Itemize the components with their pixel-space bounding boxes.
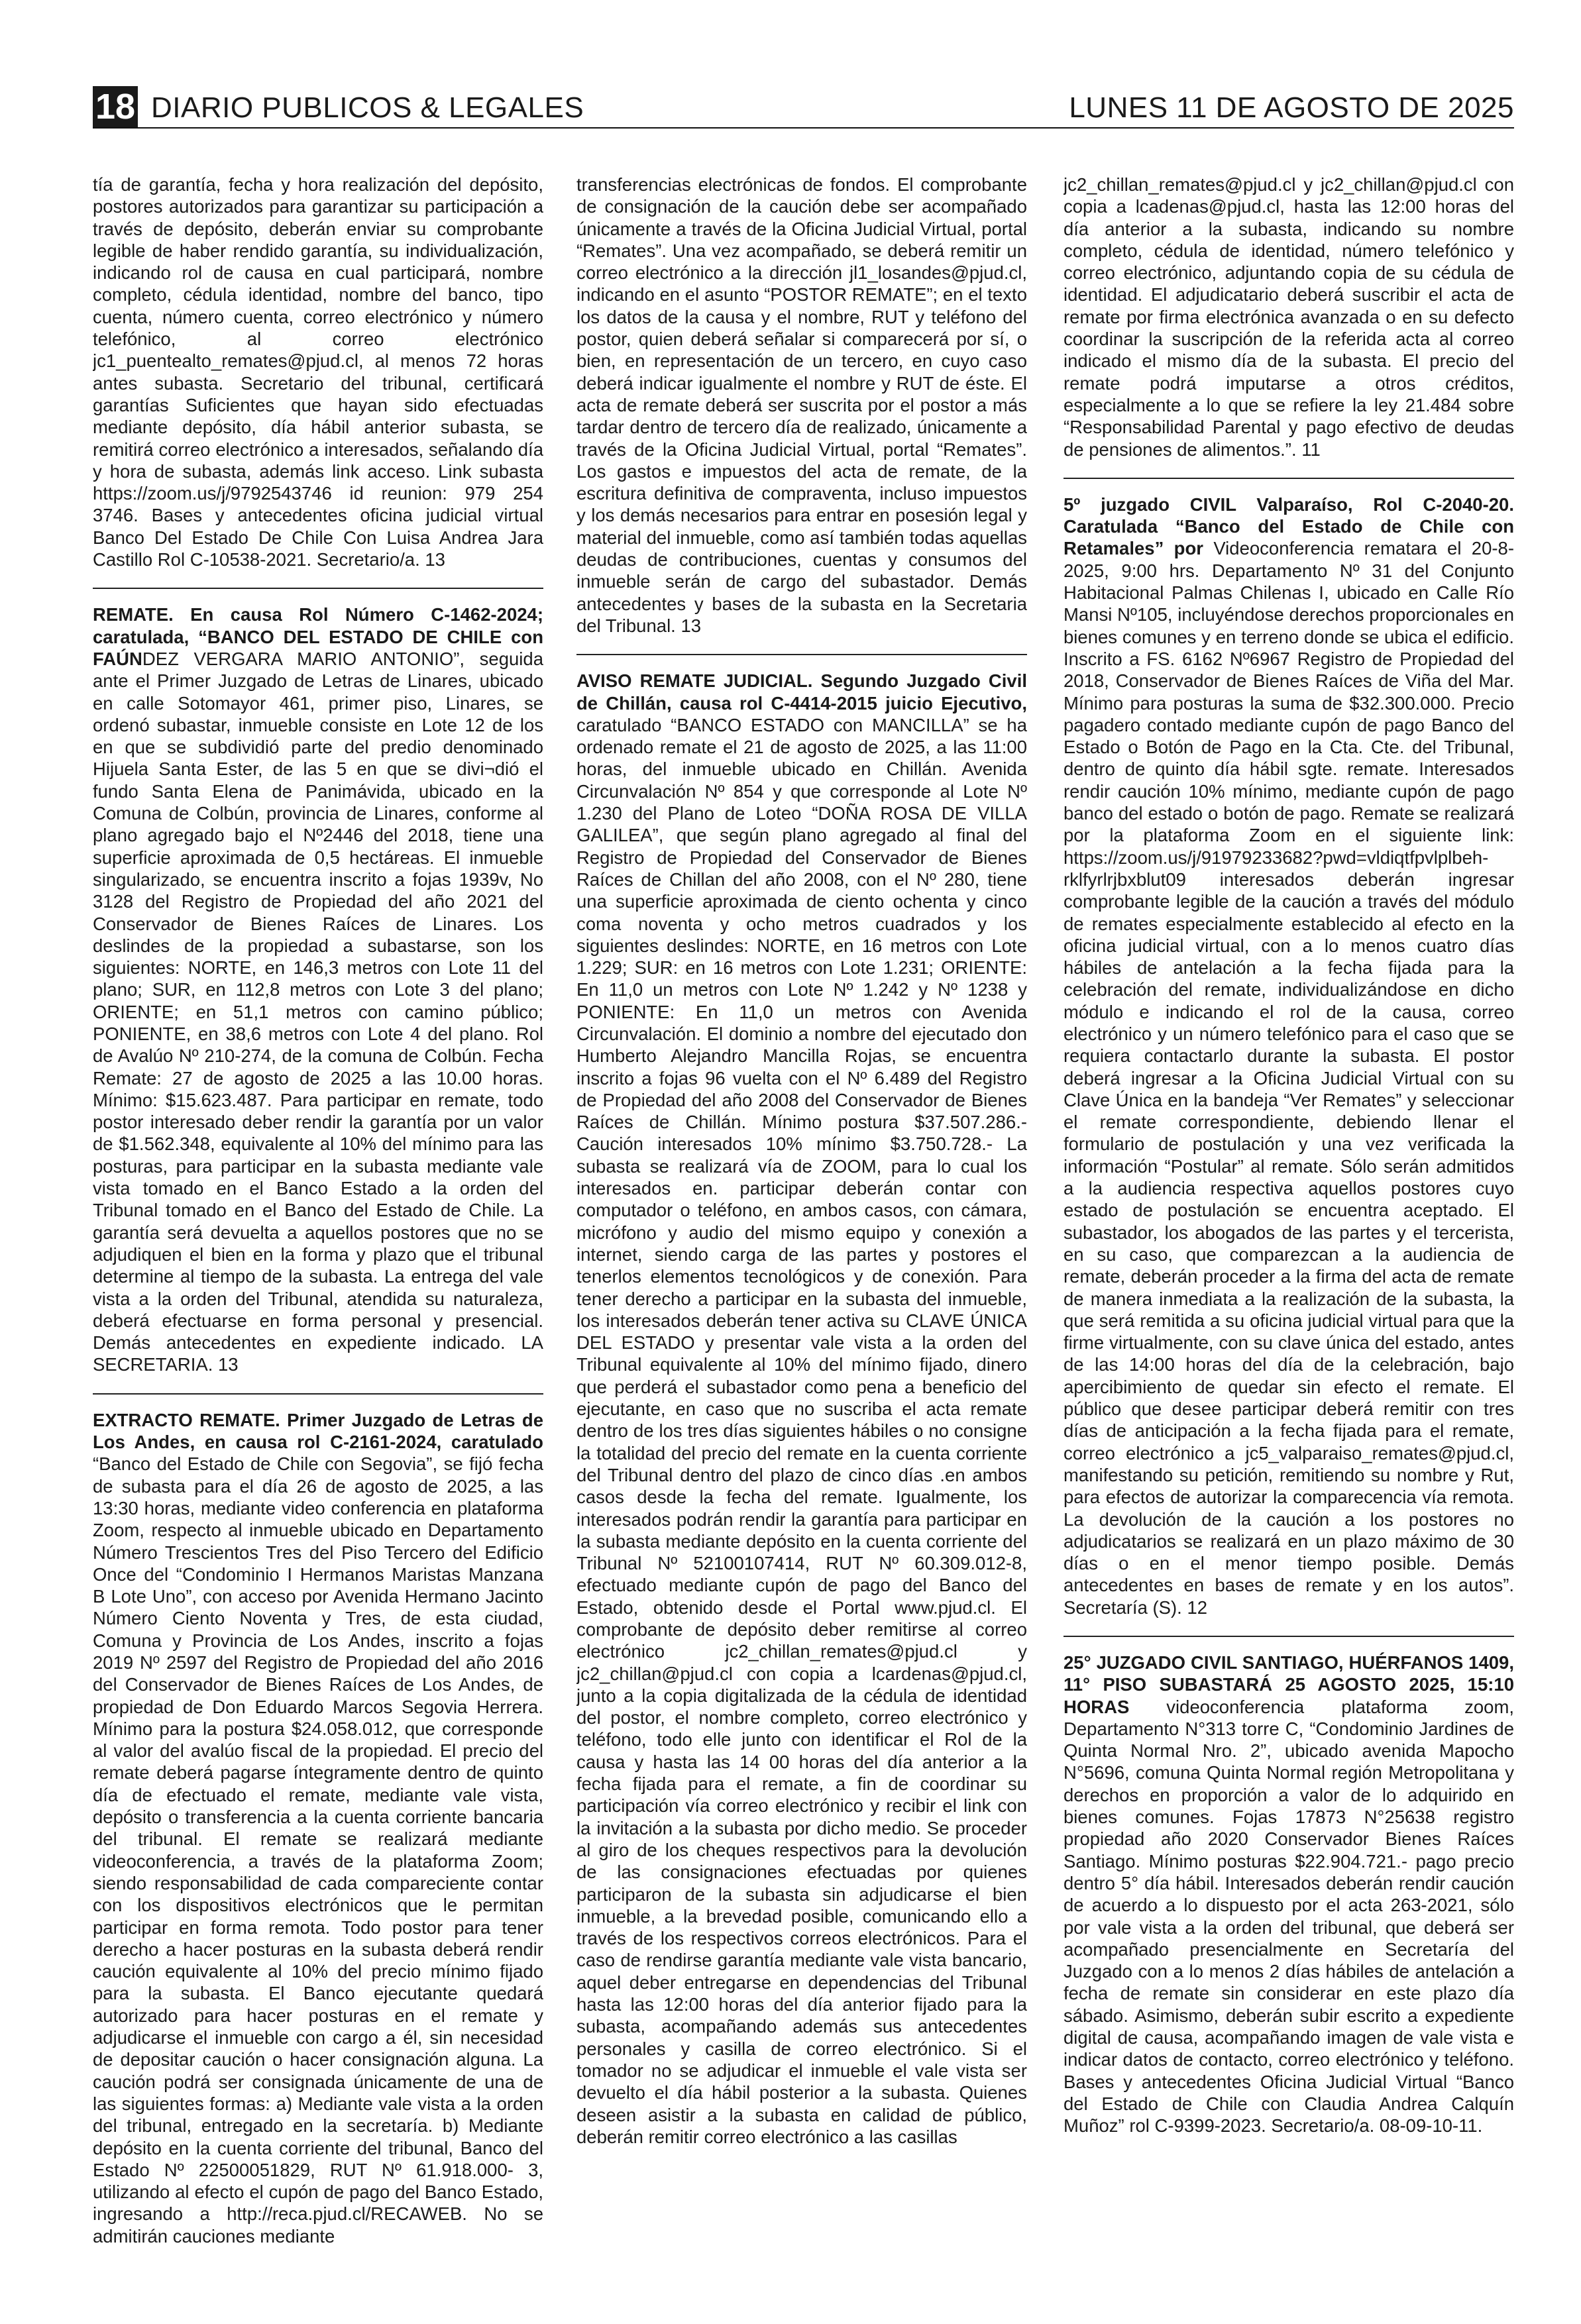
notice-body: tía de garantía, fecha y hora realización del depósito, postores autorizados para garantizar su participación a través de depósito, deberán enviar su comprobante legible de haber rendido garantía, su individualización, indicando rol de causa en cual participará, nombre completo, cédula identidad, nombre del banco, tipo cuenta, número cuenta, correo electrónico y número telefónico, al correo electrónico jc1_puentealto_remates@pjud.cl, al menos 72 horas antes subasta. Secretario del tribunal, certificará garantías Suficientes que hayan sido efectuadas mediante depósito, día hábil anterior subasta, se remitirá correo electrónico a interesados, señalando día y hora de subasta, además link acceso. Link subasta https://zoom.us/j/9792543746 id reunion: 979 254 3746. Bases y antecedentes oficina judicial virtual Banco Del Estado De Chile Con Luisa Andrea Jara Castillo Rol C-10538-2021. Secretario/a. 13 xyxy=(93,174,543,570)
notice-aviso-chillan xyxy=(576,654,1027,2148)
notice-santiago xyxy=(1063,1636,1514,2137)
notice-body: jc2_chillan_remates@pjud.cl y jc2_chillan@pjud.cl con copia a lcadenas@pjud.cl, hasta las 12:00 horas del día anterior a la subasta, indicando su nombre completo, cédula de identidad, número telefónico y correo electrónico, adjuntando copia de su cédula de identidad. El adjudicatario deberá suscribir el acta de remate por firma electrónica avanzada o en su defecto coordinar la suscripción de la referida acta al correo indicado el mismo día de la subasta. El precio del remate podrá imputarse a otros créditos, especialmente a lo que se refiere la ley 21.484 sobre “Responsabilidad Parental y pago efectivo de deudas de pensiones de alimentos.”. 11 xyxy=(1063,174,1514,460)
notice-text xyxy=(93,604,543,1375)
notice-text xyxy=(93,174,543,570)
column-1 xyxy=(93,174,543,2267)
issue-date: LUNES 11 DE AGOSTO DE 2025 xyxy=(1069,91,1514,124)
notice-body: Videoconferencia rematara el 20-8-2025, 9:00 hrs. Departamento Nº 31 del Conjunto Habitacional Palmas Chilenas I, ubicado en Calle Río Mansi Nº105, incluyéndose derechos proporcionales en bienes comunes y en terreno donde se ubica el edificio. Inscrito a FS. 6162 Nº6967 Registro de Propiedad del 2018, Conservador de Bienes Raíces de Viña del Mar. Mínimo para posturas la suma de $32.300.000. Precio pagadero contado mediante cupón de pago Banco del Estado o Botón de Pago en la Cta. Cte. del Tribunal, dentro de quinto día hábil sgte. remate. Interesados rendir caución 10% mínimo, mediante cupón de pago banco del estado o botón de pago. Remate se realizará por la plataforma Zoom en el siguiente link: https://zoom.us/j/91979233682?pwd=vldiqtfpvlplbeh-rklfyrlrjbxblut09 interesados deberán ingresar comprobante legible de la caución a través del módulo de remates especialmente establecido al efecto en la oficina judicial virtual, con a lo menos cuatro días hábiles de antelación a la fecha fijada para la celebración del remate, individualizándose en dicho módulo e indicando el rol de la causa, correo electrónico y un número telefónico para el caso que se requiera contactarlo durante la subasta. El postor deberá ingresar a la Oficina Judicial Virtual con su Clave Única en la bandeja “Ver Remates” y seleccionar el remate correspondiente, debiendo llenar el formulario de postulación y una vez verificada la información “Postular” al remate. Sólo serán admitidos a la audiencia respectiva aquellos postores cuyo estado de postulación se encuentra aceptado. El subastador, los abogados de las partes y el tercerista, en su caso, que comparezcan a la audiencia de remate, deberán proceder a la firma del acta de remate de manera inmediata a la realización de la subasta, la que será remitida a su oficina judicial virtual para que la firme virtualmente, con su clave única del estado, antes de las 14:00 horas del día de la celebración, bajo apercibimiento de quedar sin efecto el remate. El público que desee participar deberá remitir con tres días de anticipación a la fecha fijada para el remate, correo electrónico a jc5_valparaiso_remates@pjud.cl, manifestando su petición, remitiendo su nombre y Rut, para efectos de autorizar la comparecencia vía remota. La devolución de la caución a los postores no adjudicatarios se realizará en un plazo máximo de 30 días o en el menor tiempo posible. Demás antecedentes en bases de remate y en los autos”. Secretaría (S). 12 xyxy=(1063,538,1514,1618)
notice-remate-linares xyxy=(93,588,543,1375)
notice-continued-puente-alto xyxy=(93,174,543,570)
column-3 xyxy=(1063,174,1514,2267)
notice-heading: EXTRACTO REMATE. Primer Juzgado de Letras de Los Andes, en causa rol C-2161-2024, caratulado xyxy=(93,1409,543,1453)
notice-text xyxy=(576,670,1027,2148)
notice-continued-chillan xyxy=(1063,174,1514,460)
notice-body: transferencias electrónicas de fondos. El comprobante de consignación de la caución debe ser acompañado únicamente a través de la Oficina Judicial Virtual, portal “Remates”. Una vez acompañado, se deberá remitir un correo electrónico a la dirección jl1_losandes@pjud.cl, indicando en el asunto “POSTOR REMATE”; en el texto los datos de la causa y el nombre, RUT y teléfono del postor, quien deberá señalar si comparecerá por sí, o bien, en representación de un tercero, en cuyo caso deberá indicar igualmente el nombre y RUT de éste. El acta de remate deberá ser suscrita por el postor a más tardar dentro de tercero día de realizado, únicamente a través de la Oficina Judicial Virtual, portal “Remates”. Los gastos e impuestos del acta de remate, de la escritura definitiva de compraventa, incluso impuestos y los demás necesarios para entrar en posesión legal y material del inmueble, como así también todas aquellas deudas de contribuciones, cuentas y consumos del inmueble serán de cargo del subastador. Demás antecedentes y bases de la subasta en la Secretaria del Tribunal. 13 xyxy=(576,174,1027,636)
page-header xyxy=(93,86,1514,129)
notice-text xyxy=(1063,1652,1514,2137)
newspaper-name: DIARIO PUBLICOS & LEGALES xyxy=(151,91,584,124)
notice-text xyxy=(1063,494,1514,1618)
notice-heading: 25° JUZGADO CIVIL SANTIAGO, HUÉRFANOS 1409, 11° PISO SUBASTARÁ 25 AGOSTO 2025, 15:10 HORAS xyxy=(1063,1652,1514,1717)
notice-text xyxy=(576,174,1027,637)
page-number: 18 xyxy=(93,86,138,127)
notice-body: caratulado “BANCO ESTADO con MANCILLA” se ha ordenado remate el 21 de agosto de 2025, a las 11:00 horas, del inmueble ubicado en Chillán. Avenida Circunvalación Nº 854 y que corresponde al Lote Nº 1.230 del Plano de Loteo “DOÑA ROSA DE VILLA GALILEA”, que según plano agregado al final del Registro de Propiedad del Conservador de Bienes Raíces de Chillan del año 2008, con el Nº 280, tiene una superficie aproximada de ciento ochenta y cinco coma noventa y ocho metros cuadrados y los siguientes deslindes: NORTE, en 16 metros con Lote 1.229; SUR: en 16 metros con Lote 1.231; ORIENTE: En 11,0 un metros con Lote Nº 1.242 y Nº 1238 y PONIENTE: En 11,0 un metros con Avenida Circunvalación. El dominio a nombre del ejecutado don Humberto Alejandro Mancilla Rojas, se encuentra inscrito a fojas 96 vuelta con el Nº 6.489 del Registro de Propiedad del año 2008 del Conservador de Bienes Raíces de Chillán. Mínimo postura $37.507.286.- Caución interesados 10% mínimo $3.750.728.- La subasta se realizará vía de ZOOM, para lo cual los interesados en. participar deberán contar con computador o teléfono, en ambos casos, con cámara, micrófono y audio del mismo equipo y conexión a internet, siendo carga de las partes y postores el tenerlos elementos tecnológicos y de conexión. Para tener derecho a participar en la subasta del inmueble, los interesados deberán tener activa su CLAVE ÚNICA DEL ESTADO y presentar vale vista a la orden del Tribunal equivalente al 10% del mínimo fijado, dinero que perderá el subastador como pena a beneficio del ejecutante, en caso que no suscriba el acta remate dentro de los tres días siguientes hábiles o no consigne la totalidad del precio del remate en la cuenta corriente del Tribunal dentro del plazo de cinco días .en ambos casos desde la fecha del remate. Igualmente, los interesados podrán rendir la garantía para participar en la subasta mediante depósito en la cuenta corriente del Tribunal Nº 52100107414, RUT Nº 60.309.012-8, efectuado mediante cupón de pago del Banco del Estado, obtenido desde el Portal www.pjud.cl. El comprobante de depósito deber remitirse al correo electrónico jc2_chillan_remates@pjud.cl y jc2_chillan@pjud.cl con copia a lcardenas@pjud.cl, junto a la copia digitalizada de la cédula de identidad del postor, el nombre completo, correo electrónico y teléfono, todo elle junto con identificar el Rol de la causa y hasta las 14 00 horas del día anterior a la fecha fijada para el remate, a fin de coordinar su participación vía correo electrónico y recibir el link con la invitación a la subasta por dicho medio. Se proceder al giro de los cheques respectivos para la devolución de las consignaciones efectuadas por quienes participaron de la subasta sin adjudicarse el bien inmueble, a la brevedad posible, comunicando ello a través de los respectivos correos electrónicos. Para el caso de rendirse garantía mediante vale vista bancario, aquel deber entregarse en dependencias del Tribunal hasta las 12:00 horas del día anterior fijado para la subasta, acompañando además sus antecedentes personales y casilla de correo electrónico. Si el tomador no se adjudicar el inmueble el vale vista ser devuelto el día hábil posterior a la subasta. Quienes deseen asistir a la subasta en calidad de público, deberán remitir correo electrónico a las casillas xyxy=(576,714,1027,2147)
notice-valparaiso xyxy=(1063,478,1514,1618)
notice-extracto-los-andes xyxy=(93,1393,543,2247)
notice-heading: REMATE. En causa Rol Número C-1462-2024; caratulada, “BANCO DEL ESTADO DE CHILE con FAÚN xyxy=(93,604,543,669)
notice-text xyxy=(1063,174,1514,460)
notice-body: “Banco del Estado de Chile con Segovia”, se fijó fecha de subasta para el día 26 de agosto de 2025, a las 13:30 horas, mediante video conferencia en plataforma Zoom, respecto al inmueble ubicado en Departamento Número Trescientos Tres del Piso Tercero del Edificio Once del “Condominio I Hermanos Maristas Manzana B Lote Uno”, con acceso por Avenida Hermano Jacinto Número Ciento Noventa y Tres, de esta ciudad, Comuna y Provincia de Los Andes, inscrito a fojas 2019 Nº 2597 del Registro de Propiedad del año 2016 del Conservador de Bienes Raíces de Los Andes, de propiedad de Don Eduardo Marcos Segovia Herrera. Mínimo para la postura $24.058.012, que corresponde al valor del avalúo fiscal de la propiedad. El precio del remate deberá pagarse íntegramente dentro de quinto día de efectuado el remate, mediante vale vista, depósito o transferencia a la cuenta corriente bancaria del tribunal. El remate se realizará mediante videoconferencia, a través de la plataforma Zoom; siendo responsabilidad de cada compareciente contar con los dispositivos electrónicos que le permitan participar en forma remota. Todo postor para tener derecho a hacer posturas en la subasta deberá rendir caución equivalente al 10% del precio mínimo fijado para la subasta. El Banco ejecutante quedará autorizado para hacer posturas en el remate y adjudicarse el inmueble con cargo a él, sin necesidad de depositar caución o hacer consignación alguna. La caución podrá ser consignada únicamente de una de las siguientes formas: a) Mediante vale vista a la orden del tribunal, entregado en la secretaría. b) Mediante depósito en la cuenta corriente del tribunal, Banco del Estado Nº 22500051829, RUT Nº 61.918.000- 3, utilizando al efecto el cupón de pago del Banco Estado, ingresando a http://reca.pjud.cl/RECAWEB. No se admitirán cauciones mediante xyxy=(93,1453,543,2246)
notice-body: videoconferencia plataforma zoom, Departamento N°313 torre C, “Condominio Jardines de Quinta Normal Nro. 2”, ubicado avenida Mapocho N°5696, comuna Quinta Normal región Metropolitana y derechos en proporción a valor de lo adquirido en bienes comunes. Fojas 17873 N°25638 registro propiedad año 2020 Conservador Bienes Raíces Santiago. Mínimo posturas $22.904.721.- pago precio dentro 5° día hábil. Interesados deberán rendir caución de acuerdo a lo dispuesto por el acta 263-2021, sólo por vale vista a la orden del tribunal, que deberá ser acompañado presencialmente en Secretaría del Juzgado con a lo menos 2 días hábiles de antelación a fecha de remate sin considerar en este plazo día sábado. Asimismo, deberán subir escrito a expediente digital de causa, acompañando imagen de vale vista e indicar datos de contacto, correo electrónico y teléfono. Bases y antecedentes Oficina Judicial Virtual “Banco del Estado de Chile con Claudia Andrea Calquín Muñoz” rol C-9399-2023. Secretario/a. 08-09-10-11. xyxy=(1063,1696,1514,2137)
notice-continued-los-andes xyxy=(576,174,1027,637)
notice-body: DEZ VERGARA MARIO ANTONIO”, seguida ante el Primer Juzgado de Letras de Linares, ubicado en calle Sotomayor 461, primer piso, Linares, se ordenó subastar, inmueble consiste en Lote 12 de los en que se subdividió parte del predio denominado Hijuela Santa Ester, de las 5 en que se divi¬dió el fundo Santa Elena de Panimávida, ubicado en la Comuna de Colbún, provincia de Linares, conforme al plano agregado bajo el Nº2446 del 2018, tiene una superficie aproximada de 0,5 hectáreas. El inmueble singularizado, se encuentra inscrito a fojas 1939v, No 3128 del Registro de Propiedad del año 2021 del Conservador de Bienes Raíces de Linares. Los deslindes de la propiedad a subastarse, son los siguientes: NORTE, en 146,3 metros con Lote 11 del plano; SUR, en 112,8 metros con Lote 3 del plano; ORIENTE; en 51,1 metros con camino público; PONIENTE, en 38,6 metros con Lote 4 del plano. Rol de Avalúo Nº 210-274, de la comuna de Colbún. Fecha Remate: 27 de agosto de 2025 a las 10.00 horas. Mínimo: $15.623.487. Para participar en remate, todo postor interesado deber rendir la garantía por un valor de $1.562.348, equivalente al 10% del mínimo para las posturas, para participar en la subasta mediante vale vista tomado en el Banco Estado a la orden del Tribunal tomado en el Banco del Estado de Chile. La garantía será devuelta a aquellos postores que no se adjudiquen el bien en la forma y plazo que el tribunal determine al tiempo de la subasta. La entrega del vale vista a la orden del Tribunal, atendida su naturaleza, deberá efectuarse en forma personal y presencial. Demás antecedentes en expediente indicado. LA SECRETARIA. 13 xyxy=(93,648,543,1375)
column-2 xyxy=(576,174,1027,2267)
notice-heading: AVISO REMATE JUDICIAL. Segundo Juzgado Civil de Chillán, causa rol C-4414-2015 juicio Ejecutivo, xyxy=(576,670,1027,713)
notice-columns xyxy=(93,174,1514,2267)
notice-heading: 5º juzgado CIVIL Valparaíso, Rol C-2040-20. Caratulada “Banco del Estado de Chile con Retamales” por xyxy=(1063,494,1514,559)
notice-text xyxy=(93,1409,543,2247)
